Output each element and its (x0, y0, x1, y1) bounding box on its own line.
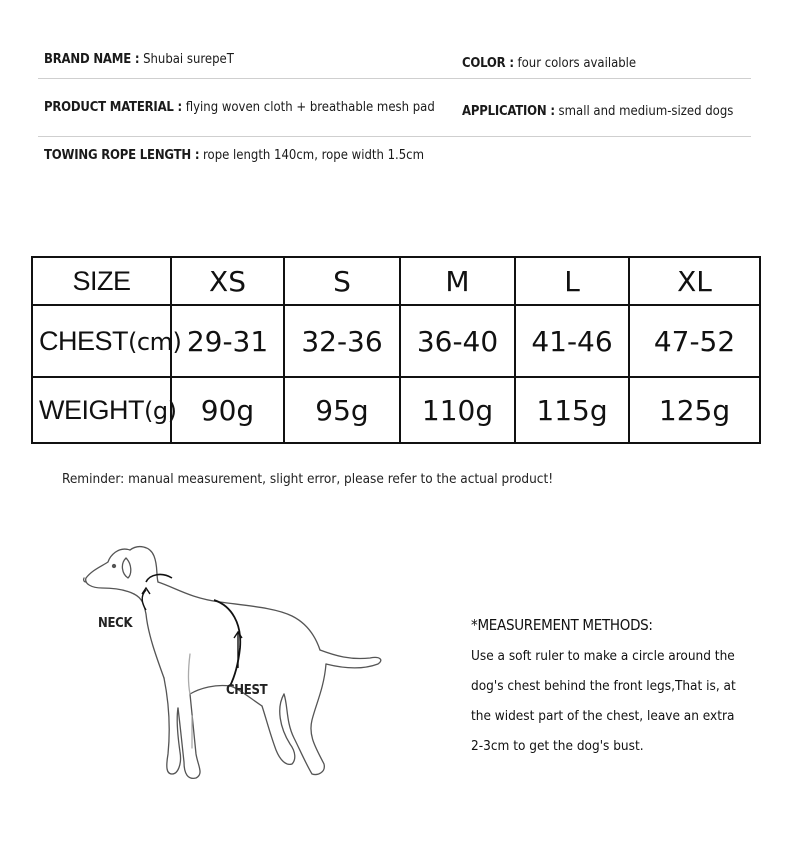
spec-color-label: COLOR : (462, 56, 514, 71)
chest-row-header (32, 305, 182, 377)
weight-xl: 125g (629, 377, 760, 443)
weight-unit: (g) (144, 396, 177, 425)
size-xl: XL (629, 257, 760, 305)
size-s: S (284, 257, 400, 305)
chest-diagram-label: CHEST (226, 683, 268, 698)
measurement-line: dog's chest behind the front legs,That is, at (471, 678, 736, 694)
chest-m: 36-40 (400, 305, 515, 377)
spec-rope (44, 148, 424, 163)
spec-rope-value: rope length 140cm, rope width 1.5cm (199, 148, 425, 163)
weight-s: 95g (284, 377, 400, 443)
neck-label: NECK (98, 616, 133, 631)
weight-xs: 90g (171, 377, 284, 443)
measurement-title: *MEASUREMENT METHODS: (471, 616, 653, 634)
spec-material-value: flying woven cloth + breathable mesh pad (182, 100, 435, 115)
table-row (32, 257, 760, 305)
size-m: M (400, 257, 515, 305)
spec-rope-label: TOWING ROPE LENGTH : (44, 148, 200, 163)
size-xs: XS (171, 257, 284, 305)
table-row (32, 305, 760, 377)
chest-unit: (cm) (128, 327, 182, 356)
spec-application (462, 104, 733, 119)
divider (38, 136, 751, 137)
spec-material (44, 100, 435, 115)
measurement-line: the widest part of the chest, leave an extra (471, 708, 735, 724)
spec-application-label: APPLICATION : (462, 104, 555, 119)
spec-material-label: PRODUCT MATERIAL : (44, 100, 183, 115)
weight-row-header (32, 377, 177, 443)
size-header: SIZE (32, 257, 171, 305)
spec-application-value: small and medium-sized dogs (554, 104, 734, 119)
chest-xl: 47-52 (629, 305, 760, 377)
spec-color-value: four colors available (513, 56, 637, 71)
weight-label: WEIGHT (39, 394, 144, 425)
size-table (31, 256, 761, 444)
spec-brand-value: Shubai surepeT (139, 52, 234, 67)
size-l: L (515, 257, 629, 305)
dog-measurement-illustration (80, 538, 390, 790)
measurement-line: 2-3cm to get the dog's bust. (471, 738, 644, 754)
divider (38, 78, 751, 79)
spec-brand-label: BRAND NAME : (44, 52, 140, 67)
measurement-line: Use a soft ruler to make a circle around the (471, 648, 735, 664)
chest-xs: 29-31 (171, 305, 284, 377)
weight-l: 115g (515, 377, 629, 443)
table-row (32, 377, 760, 443)
weight-m: 110g (400, 377, 515, 443)
chest-s: 32-36 (284, 305, 400, 377)
chest-l: 41-46 (515, 305, 629, 377)
spec-color (462, 56, 636, 71)
spec-brand (44, 52, 234, 67)
reminder-text: Reminder: manual measurement, slight error, please refer to the actual product! (62, 471, 554, 487)
chest-label: CHEST (39, 325, 129, 356)
